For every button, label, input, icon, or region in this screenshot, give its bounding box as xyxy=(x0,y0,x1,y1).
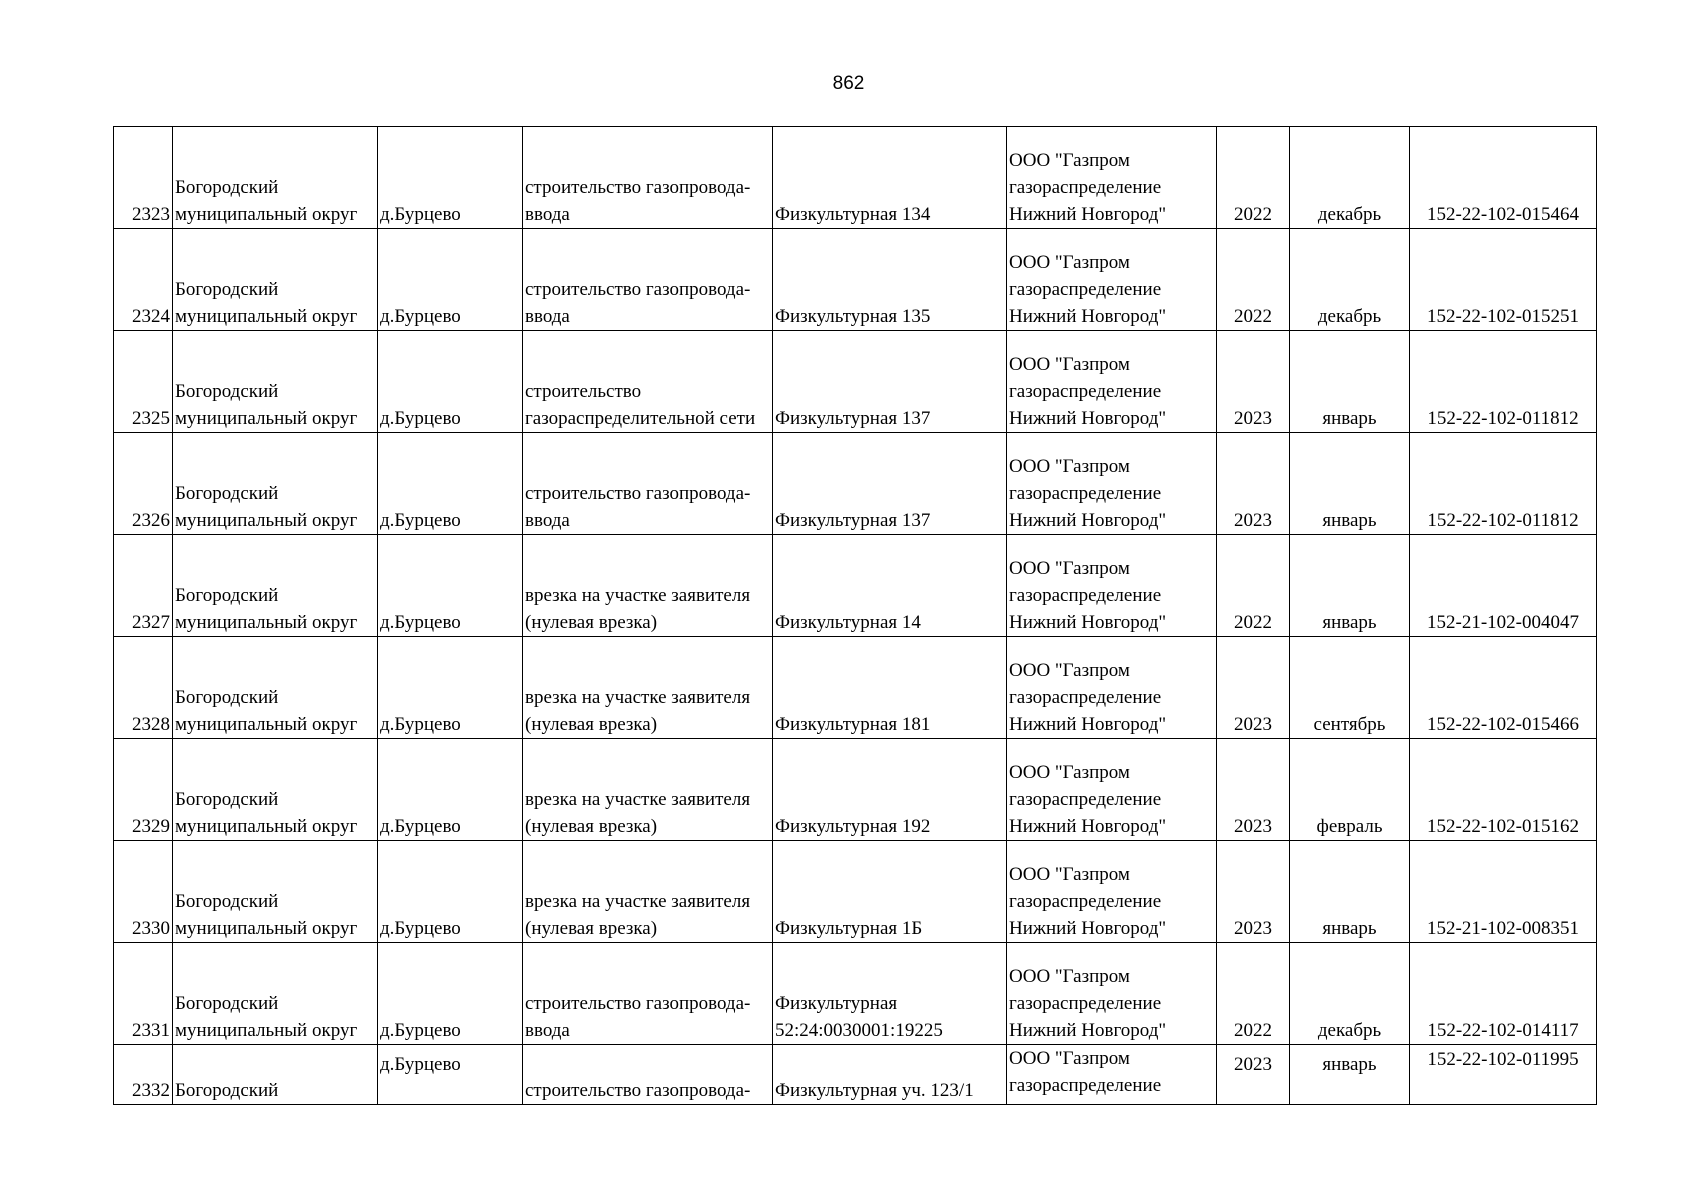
row-number: 2327 xyxy=(114,535,173,637)
gas-connection-table xyxy=(113,126,1597,1105)
address-cell xyxy=(773,229,1007,331)
year-cell: 2023 xyxy=(1217,331,1290,433)
work-type-cell-line: строительство газопровода- xyxy=(525,1080,751,1101)
district-cell-line: Богородский xyxy=(175,687,279,708)
address-cell xyxy=(773,739,1007,841)
district-cell xyxy=(173,1045,378,1105)
district-cell xyxy=(173,637,378,739)
work-type-cell-line: ввода xyxy=(525,204,570,225)
year-cell: 2022 xyxy=(1217,229,1290,331)
row-number: 2326 xyxy=(114,433,173,535)
village-cell: д.Бурцево xyxy=(378,943,523,1045)
district-cell-line: муниципальный округ xyxy=(175,1020,358,1041)
row-number: 2330 xyxy=(114,841,173,943)
address-cell-line: 52:24:0030001:19225 xyxy=(775,1020,943,1041)
month-cell: январь xyxy=(1290,331,1410,433)
district-cell-line: муниципальный округ xyxy=(175,714,358,735)
address-cell-line: Физкультурная 192 xyxy=(775,816,931,837)
application-id-cell: 152-22-102-015466 xyxy=(1410,637,1597,739)
organization-cell-line: ООО "Газпром xyxy=(1009,660,1130,681)
address-cell-line: Физкультурная 137 xyxy=(775,408,931,429)
application-id-cell: 152-22-102-011812 xyxy=(1410,433,1597,535)
district-cell-line: Богородский xyxy=(175,1080,279,1101)
organization-cell-line: Нижний Новгород" xyxy=(1009,306,1167,327)
organization-cell-line: Нижний Новгород" xyxy=(1009,816,1167,837)
work-type-cell-line: (нулевая врезка) xyxy=(525,816,658,837)
organization-cell xyxy=(1007,127,1217,229)
work-type-cell xyxy=(523,841,773,943)
work-type-cell-line: ввода xyxy=(525,1020,570,1041)
address-cell xyxy=(773,535,1007,637)
organization-cell-line: Нижний Новгород" xyxy=(1009,714,1167,735)
month-cell: январь xyxy=(1290,433,1410,535)
address-cell-line: Физкультурная 134 xyxy=(775,204,931,225)
year-cell: 2023 xyxy=(1217,739,1290,841)
work-type-cell-line: врезка на участке заявителя xyxy=(525,789,751,810)
work-type-cell-line: строительство газопровода- xyxy=(525,177,751,198)
table-row xyxy=(114,943,1597,1045)
village-cell: д.Бурцево xyxy=(378,229,523,331)
village-cell: д.Бурцево xyxy=(378,739,523,841)
table-row xyxy=(114,229,1597,331)
address-cell xyxy=(773,1045,1007,1105)
table-row xyxy=(114,535,1597,637)
month-cell: январь xyxy=(1290,535,1410,637)
address-cell-line: Физкультурная 181 xyxy=(775,714,931,735)
row-number: 2329 xyxy=(114,739,173,841)
application-id-cell: 152-22-102-011812 xyxy=(1410,331,1597,433)
work-type-cell xyxy=(523,433,773,535)
district-cell-line: муниципальный округ xyxy=(175,918,358,939)
organization-cell-line: ООО "Газпром xyxy=(1009,150,1130,171)
year-cell: 2023 xyxy=(1217,637,1290,739)
work-type-cell xyxy=(523,331,773,433)
row-number: 2332 xyxy=(114,1045,173,1105)
village-cell: д.Бурцево xyxy=(378,433,523,535)
work-type-cell xyxy=(523,739,773,841)
village-cell: д.Бурцево xyxy=(378,535,523,637)
organization-cell-line: Нижний Новгород" xyxy=(1009,408,1167,429)
month-cell: январь xyxy=(1290,841,1410,943)
address-cell xyxy=(773,637,1007,739)
table-row xyxy=(114,331,1597,433)
work-type-cell-line: ввода xyxy=(525,306,570,327)
district-cell-line: муниципальный округ xyxy=(175,408,358,429)
row-number: 2328 xyxy=(114,637,173,739)
organization-cell-line: Нижний Новгород" xyxy=(1009,510,1167,531)
month-cell: декабрь xyxy=(1290,127,1410,229)
month-cell: февраль xyxy=(1290,739,1410,841)
address-cell xyxy=(773,433,1007,535)
application-id-cell: 152-22-102-015162 xyxy=(1410,739,1597,841)
application-id-cell: 152-22-102-015464 xyxy=(1410,127,1597,229)
district-cell xyxy=(173,229,378,331)
application-id-cell: 152-21-102-008351 xyxy=(1410,841,1597,943)
district-cell-line: Богородский xyxy=(175,381,279,402)
table-row xyxy=(114,1045,1597,1105)
table-row xyxy=(114,433,1597,535)
district-cell-line: муниципальный округ xyxy=(175,612,358,633)
table-row xyxy=(114,127,1597,229)
row-number: 2331 xyxy=(114,943,173,1045)
month-cell: декабрь xyxy=(1290,943,1410,1045)
work-type-cell xyxy=(523,1045,773,1105)
organization-cell-line: газораспределение xyxy=(1009,177,1162,198)
organization-cell-line: газораспределение xyxy=(1009,483,1162,504)
organization-cell xyxy=(1007,943,1217,1045)
district-cell-line: Богородский xyxy=(175,993,279,1014)
month-cell: сентябрь xyxy=(1290,637,1410,739)
organization-cell-line: ООО "Газпром xyxy=(1009,558,1130,579)
year-cell: 2023 xyxy=(1217,1045,1290,1105)
district-cell xyxy=(173,943,378,1045)
district-cell-line: муниципальный округ xyxy=(175,816,358,837)
district-cell-line: муниципальный округ xyxy=(175,306,358,327)
village-cell: д.Бурцево xyxy=(378,331,523,433)
district-cell-line: муниципальный округ xyxy=(175,510,358,531)
year-cell: 2023 xyxy=(1217,841,1290,943)
organization-cell-line: Нижний Новгород" xyxy=(1009,612,1167,633)
district-cell xyxy=(173,433,378,535)
work-type-cell-line: (нулевая врезка) xyxy=(525,918,658,939)
organization-cell-line: ООО "Газпром xyxy=(1009,762,1130,783)
organization-cell-line: газораспределение xyxy=(1009,789,1162,810)
work-type-cell-line: (нулевая врезка) xyxy=(525,612,658,633)
district-cell xyxy=(173,127,378,229)
address-cell-line: Физкультурная 1Б xyxy=(775,918,923,939)
address-cell xyxy=(773,127,1007,229)
work-type-cell-line: (нулевая врезка) xyxy=(525,714,658,735)
organization-cell xyxy=(1007,739,1217,841)
address-cell-line: Физкультурная 14 xyxy=(775,612,921,633)
organization-cell-line: Нижний Новгород" xyxy=(1009,918,1167,939)
organization-cell-line: газораспределение xyxy=(1009,381,1162,402)
organization-cell xyxy=(1007,331,1217,433)
village-cell: д.Бурцево xyxy=(378,127,523,229)
address-cell-line: Физкультурная 137 xyxy=(775,510,931,531)
district-cell-line: Богородский xyxy=(175,279,279,300)
organization-cell-line: газораспределение xyxy=(1009,891,1162,912)
work-type-cell xyxy=(523,127,773,229)
organization-cell xyxy=(1007,229,1217,331)
address-cell-line: Физкультурная 135 xyxy=(775,306,931,327)
district-cell xyxy=(173,841,378,943)
district-cell-line: Богородский xyxy=(175,789,279,810)
organization-cell-line: Нижний Новгород" xyxy=(1009,1020,1167,1041)
work-type-cell-line: врезка на участке заявителя xyxy=(525,891,751,912)
year-cell: 2023 xyxy=(1217,433,1290,535)
work-type-cell xyxy=(523,229,773,331)
application-id-cell: 152-22-102-014117 xyxy=(1410,943,1597,1045)
village-cell: д.Бурцево xyxy=(378,1045,523,1105)
district-cell-line: муниципальный округ xyxy=(175,204,358,225)
organization-cell xyxy=(1007,841,1217,943)
work-type-cell-line: газораспределительной сети xyxy=(525,408,756,429)
row-number: 2323 xyxy=(114,127,173,229)
year-cell: 2022 xyxy=(1217,943,1290,1045)
work-type-cell xyxy=(523,535,773,637)
month-cell: январь xyxy=(1290,1045,1410,1105)
organization-cell-line: газораспределение xyxy=(1009,1075,1162,1096)
organization-cell-line: ООО "Газпром xyxy=(1009,1048,1130,1069)
work-type-cell-line: врезка на участке заявителя xyxy=(525,687,751,708)
organization-cell xyxy=(1007,433,1217,535)
district-cell-line: Богородский xyxy=(175,483,279,504)
address-cell-line: Физкультурная уч. 123/1 xyxy=(775,1080,974,1101)
district-cell xyxy=(173,331,378,433)
district-cell-line: Богородский xyxy=(175,585,279,606)
work-type-cell-line: строительство газопровода- xyxy=(525,993,751,1014)
organization-cell-line: ООО "Газпром xyxy=(1009,966,1130,987)
address-cell xyxy=(773,841,1007,943)
organization-cell xyxy=(1007,535,1217,637)
month-cell: декабрь xyxy=(1290,229,1410,331)
village-cell: д.Бурцево xyxy=(378,841,523,943)
address-cell xyxy=(773,943,1007,1045)
organization-cell-line: газораспределение xyxy=(1009,993,1162,1014)
table-body xyxy=(114,127,1597,1105)
application-id-cell: 152-21-102-004047 xyxy=(1410,535,1597,637)
table-row xyxy=(114,841,1597,943)
page-number: 862 xyxy=(832,73,865,94)
organization-cell-line: газораспределение xyxy=(1009,585,1162,606)
work-type-cell-line: врезка на участке заявителя xyxy=(525,585,751,606)
organization-cell-line: газораспределение xyxy=(1009,279,1162,300)
district-cell xyxy=(173,535,378,637)
organization-cell-line: ООО "Газпром xyxy=(1009,252,1130,273)
work-type-cell-line: строительство газопровода- xyxy=(525,279,751,300)
address-cell-line: Физкультурная xyxy=(775,993,898,1014)
application-id-cell: 152-22-102-015251 xyxy=(1410,229,1597,331)
organization-cell xyxy=(1007,637,1217,739)
work-type-cell xyxy=(523,637,773,739)
organization-cell-line: ООО "Газпром xyxy=(1009,456,1130,477)
organization-cell-line: Нижний Новгород" xyxy=(1009,204,1167,225)
work-type-cell-line: строительство газопровода- xyxy=(525,483,751,504)
organization-cell-line: ООО "Газпром xyxy=(1009,864,1130,885)
address-cell xyxy=(773,331,1007,433)
row-number: 2325 xyxy=(114,331,173,433)
row-number: 2324 xyxy=(114,229,173,331)
table-row xyxy=(114,637,1597,739)
year-cell: 2022 xyxy=(1217,127,1290,229)
organization-cell-line: ООО "Газпром xyxy=(1009,354,1130,375)
village-cell: д.Бурцево xyxy=(378,637,523,739)
organization-cell-line: газораспределение xyxy=(1009,687,1162,708)
application-id-cell: 152-22-102-011995 xyxy=(1410,1045,1597,1105)
work-type-cell-line: строительство xyxy=(525,381,642,402)
work-type-cell-line: ввода xyxy=(525,510,570,531)
year-cell: 2022 xyxy=(1217,535,1290,637)
organization-cell xyxy=(1007,1045,1217,1105)
district-cell-line: Богородский xyxy=(175,177,279,198)
district-cell-line: Богородский xyxy=(175,891,279,912)
work-type-cell xyxy=(523,943,773,1045)
table-row xyxy=(114,739,1597,841)
district-cell xyxy=(173,739,378,841)
